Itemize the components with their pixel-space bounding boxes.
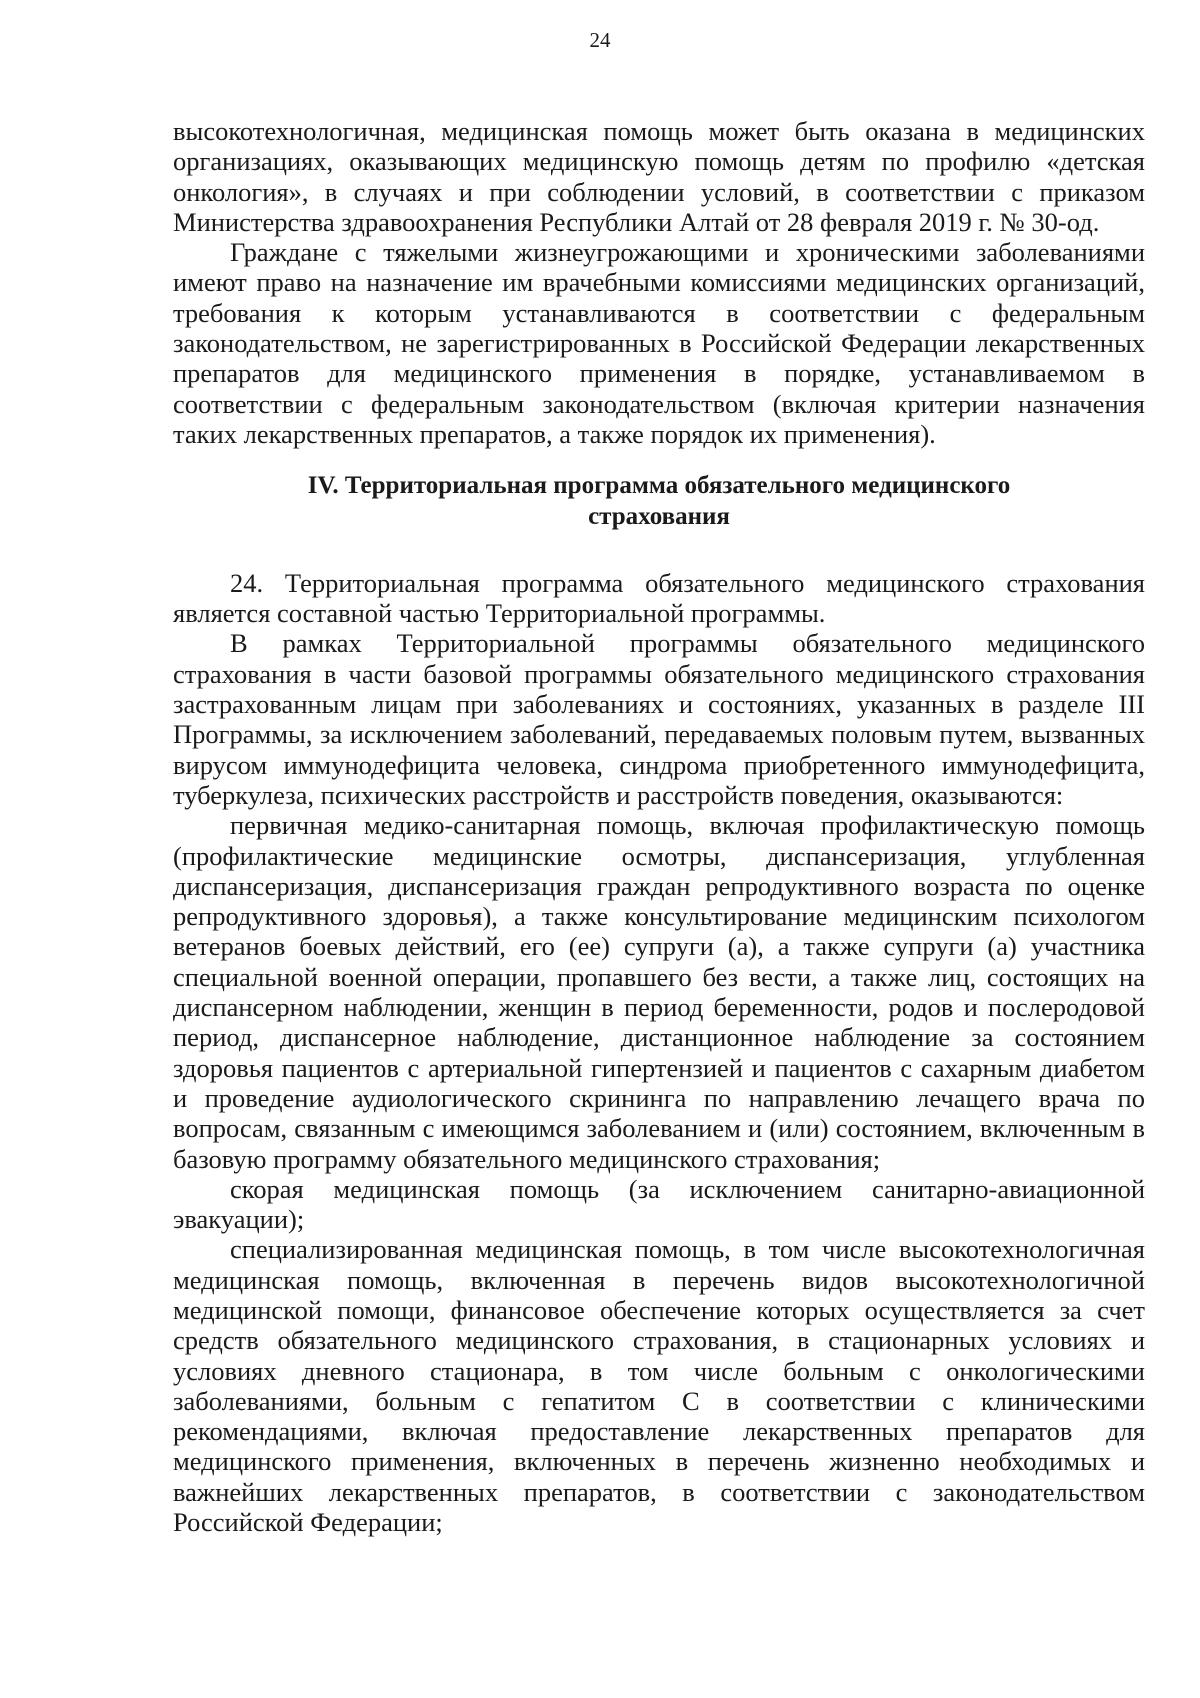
paragraph-primary-care: первичная медико-санитарная помощь, включая профилактическую помощь (профилактические медицинские осмотры, диспансеризация, углубленная диспансеризация, диспансеризация граждан репродуктивного возраста по оценке репродуктивного здоровья), а также консультирование медицинским психологом ветеранов боевых действий, его (ее) супруги (а), а также супруги (а) участника специальной военной операции, пропавшего без вести, а также лиц, состоящих на диспансерном наблюдении, женщин в период беременности, родов и послеродовой период, диспансерное наблюдение, дистанционное наблюдение за состоянием здоровья пациентов с артериальной гипертензией и пациентов с сахарным диабетом и проведение аудиологического скрининга по направлению лечащего врача по вопросам, связанным с имеющимся заболеванием и (или) состоянием, включенным в базовую программу обязательного медицинского страхования;: [173, 810, 1145, 1174]
paragraph-specialized-care: специализированная медицинская помощь, в том числе высокотехнологичная медицинская помощь, включенная в перечень видов высокотехнологичной медицинской помощи, финансовое обеспечение которых осуществляется за счет средств обязательного медицинского страхования, в стационарных условиях и условиях дневного стационара, в том числе больным с онкологическими заболеваниями, больным с гепатитом С в соответствии с клиническими рекомендациями, включая предоставление лекарственных препаратов для медицинского применения, включенных в перечень жизненно необходимых и важнейших лекарственных препаратов, в соответствии с законодательством Российской Федерации;: [173, 1234, 1145, 1538]
section-heading: [173, 471, 1145, 532]
paragraph-continuation: высокотехнологичная, медицинская помощь может быть оказана в медицинских организациях, оказывающих медицинскую помощь детям по профилю «детская онкология», в случаях и при соблюдении условий, в соответствии с приказом Министерства здравоохранения Республики Алтай от 28 февраля 2019 г. № 30-од.: [173, 116, 1145, 237]
paragraph-rights: Граждане с тяжелыми жизнеугрожающими и хроническими заболеваниями имеют право на назначение им врачебными комиссиями медицинских организаций, требования к которым устанавливаются в соответствии с федеральным законодательством, не зарегистрированных в Российской Федерации лекарственных препаратов для медицинского применения в порядке, устанавливаемом в соответствии с федеральным законодательством (включая критерии назначения таких лекарственных препаратов, а также порядок их применения).: [173, 237, 1145, 449]
page-number: 24: [589, 28, 611, 52]
paragraph-emergency-care: скорая медицинская помощь (за исключением санитарно-авиационной эвакуации);: [173, 1173, 1145, 1235]
paragraph-scope: В рамках Территориальной программы обязательного медицинского страхования в части базовой программы обязательного медицинского страхования застрахованным лицам при заболеваниях и состояниях, указанных в разделе III Программы, за исключением заболеваний, передаваемых половым путем, вызванных вирусом иммунодефицита человека, синдрома приобретенного иммунодефицита, туберкулеза, психических расстройств и расстройств поведения, оказываются:: [173, 628, 1145, 810]
section-heading-line1: IV. Территориальная программа обязательного медицинского: [307, 472, 1011, 500]
paragraph-item-24: 24. Территориальная программа обязательного медицинского страхования является составной частью Территориальной программы.: [173, 567, 1145, 629]
section-heading-line2: страхования: [588, 502, 730, 530]
document-body: [173, 116, 1145, 1537]
